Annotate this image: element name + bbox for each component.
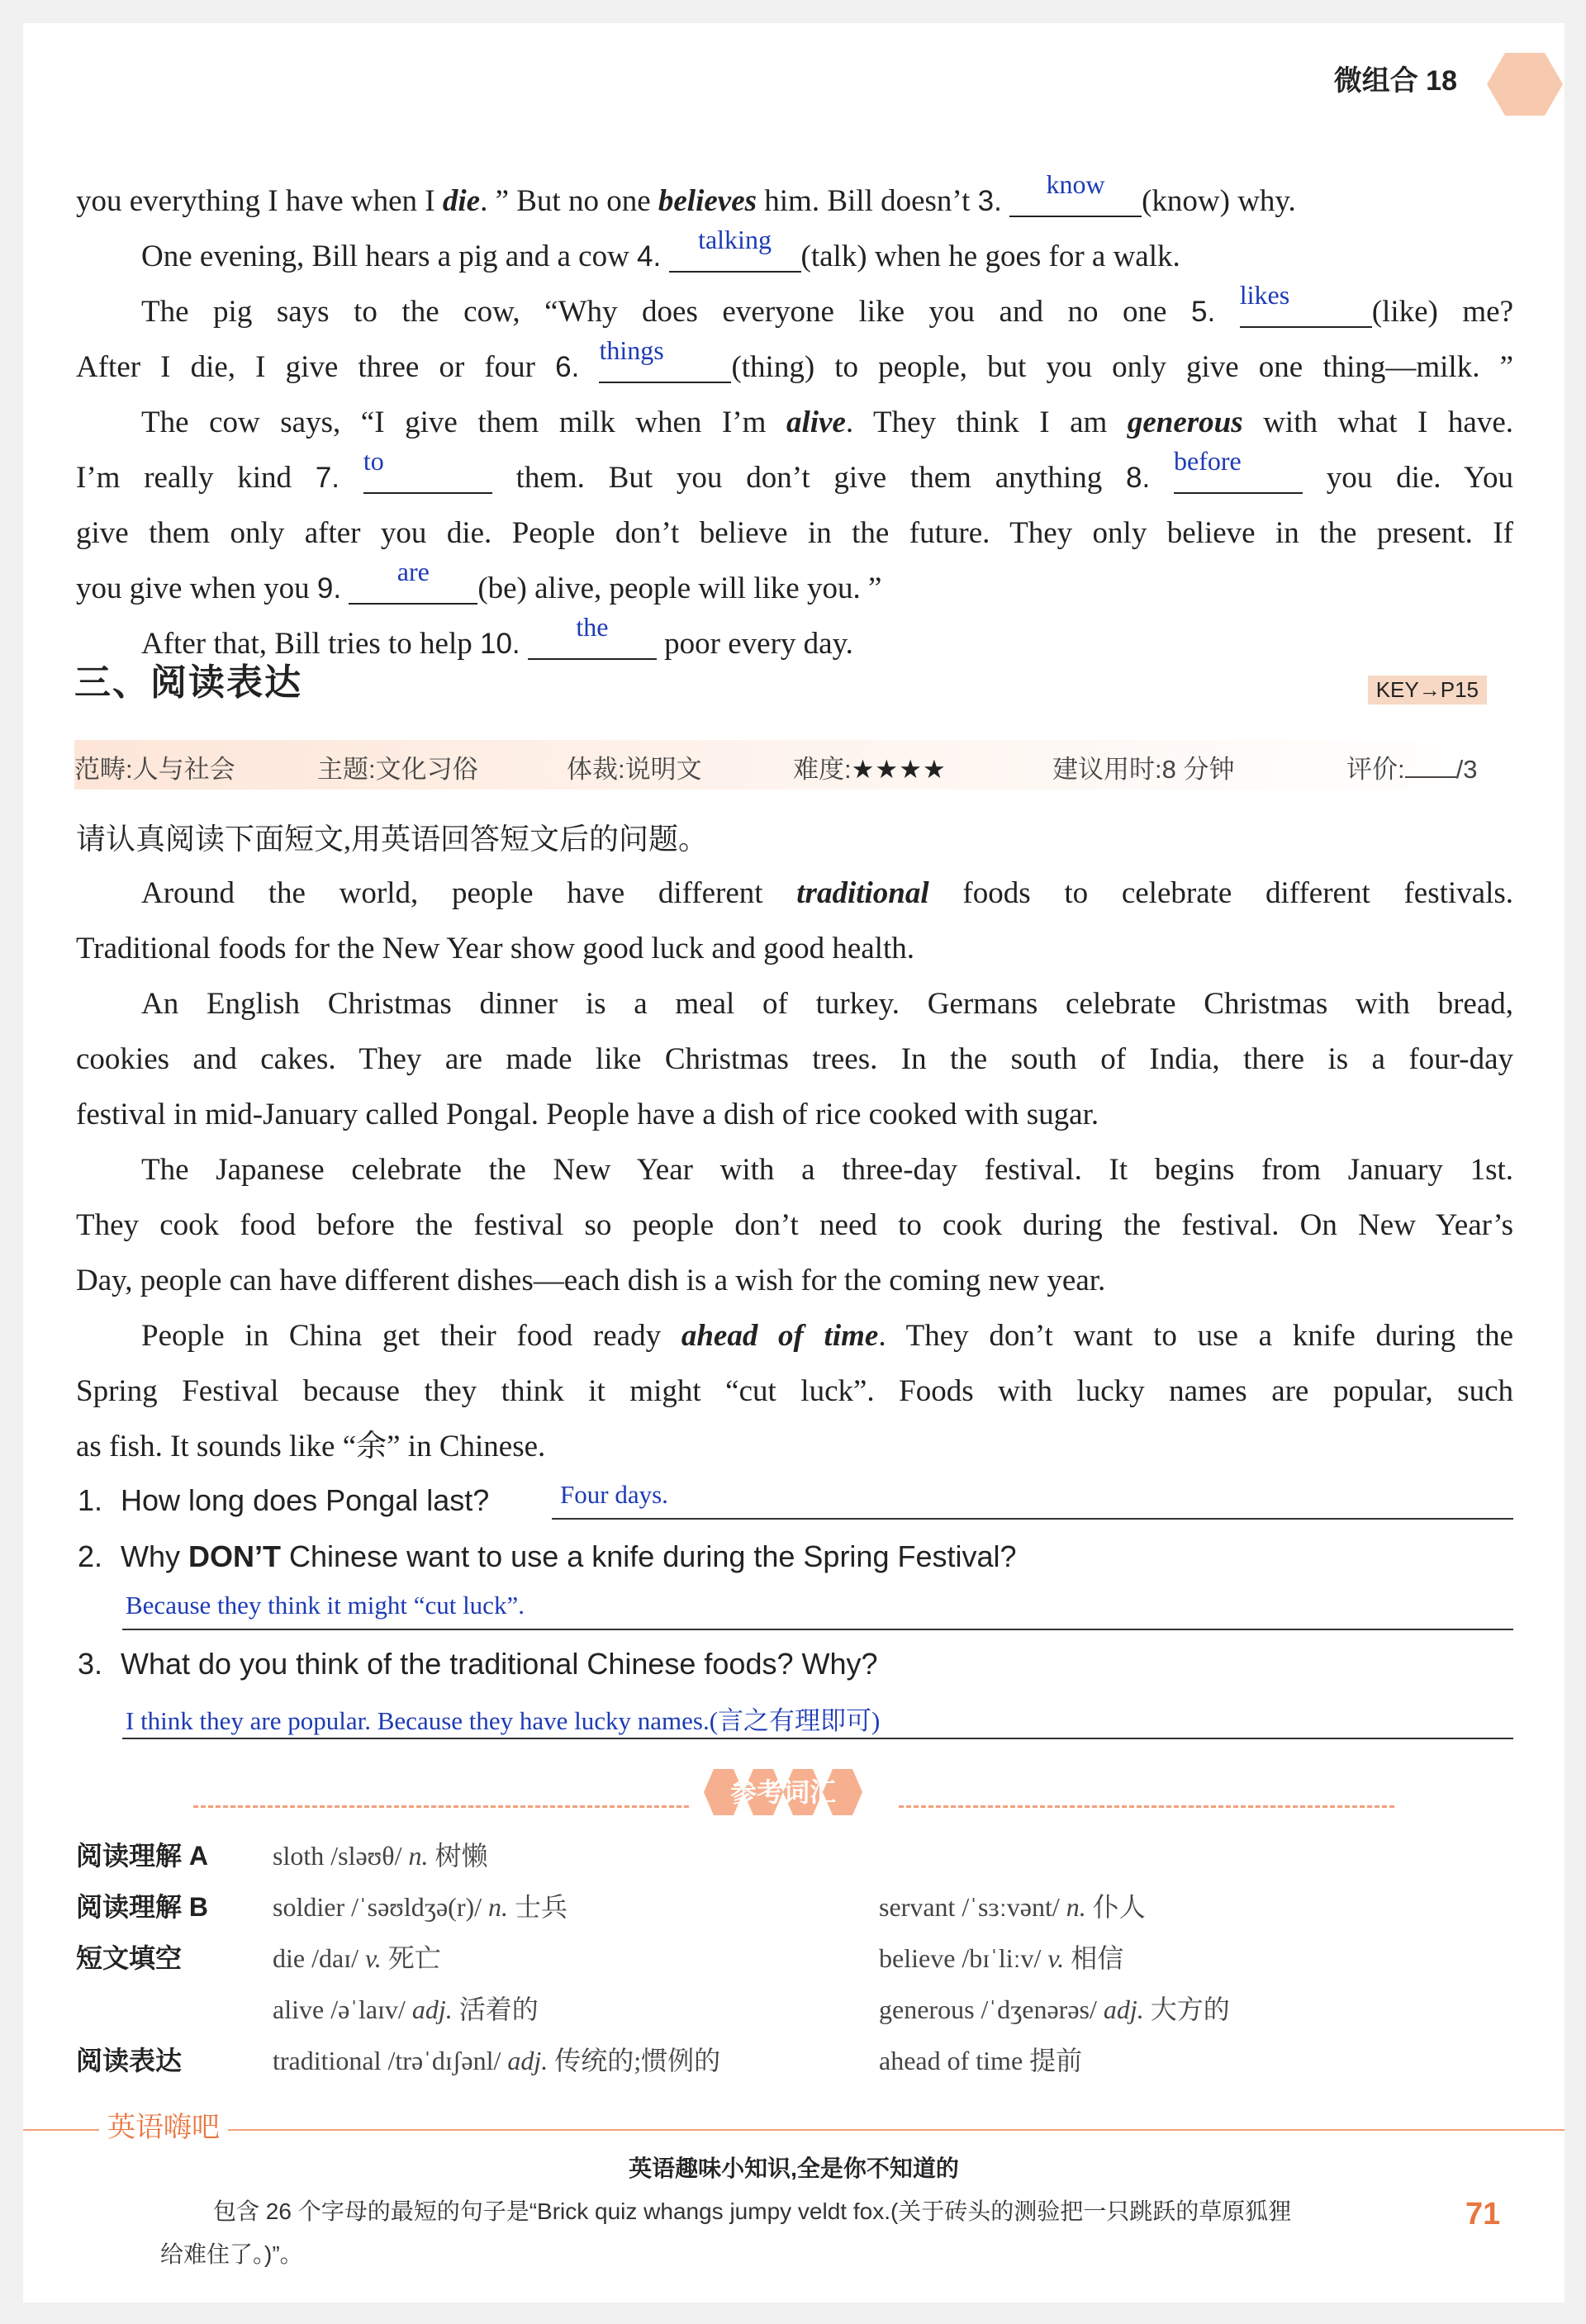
scope-label: 范畴:人与社会 [74, 755, 235, 784]
answer-2: Because they think it might “cut luck”. [126, 1591, 525, 1620]
vocab-item: sloth /sləʊθ/ n. 树懒 [273, 1841, 488, 1871]
reading-line: cookies and cakes. They are made like Christmas trees. In the south of India, there is a four-day [76, 1042, 1513, 1076]
passage-line: I’m really kind 7. to them. But you don’t give them anything 8. before you die. You [76, 446, 1513, 495]
vocab-key: 阅读理解 A [76, 1841, 209, 1871]
passage-line: After I die, I give three or four 6. things (thing) to people, but you only give one thing—milk. ” [76, 335, 1513, 384]
vocab-item: traditional /trəˈdɪʃənl/ adj. 传统的;惯例的 [273, 2046, 721, 2075]
instruction: 请认真阅读下面短文,用英语回答短文后的问题。 [76, 823, 709, 856]
answer-3: I think they are popular. Because they have lucky names.(言之有理即可) [126, 1706, 881, 1735]
difficulty-stars-icon: ★★★★ [851, 755, 947, 784]
vocab-item: alive /əˈlaɪv/ adj. 活着的 [273, 1994, 539, 2024]
workbook-page [23, 23, 1565, 2303]
unit-title: 微组合 18 [1333, 65, 1457, 97]
footer-divider [23, 2129, 1565, 2131]
answer-blank-5: likes [1240, 293, 1372, 328]
divider [899, 1805, 1394, 1808]
passage-line: The pig says to the cow, “Why does everyone like you and no one 5. likes (like) me? [141, 280, 1514, 329]
vocab-item: soldier /ˈsəʊldʒə(r)/ n. 士兵 [273, 1892, 568, 1922]
answer-blank-3: know [1009, 183, 1142, 217]
vocab-key: 阅读表达 [76, 2046, 183, 2075]
rating-blank [1405, 752, 1456, 778]
answer-1: Four days. [560, 1480, 668, 1509]
vocab-item: ahead of time 提前 [879, 2046, 1083, 2075]
page-number: 71 [1465, 2197, 1501, 2232]
reading-line: festival in mid-January called Pongal. People have a dish of rice cooked with sugar. [76, 1098, 1099, 1131]
answer-blank-4: talking [669, 238, 801, 273]
reading-line: The Japanese celebrate the New Year with a three-day festival. It begins from January 1st. [141, 1153, 1513, 1187]
reading-line: Spring Festival because they think it might “cut luck”. Foods with lucky names are popular, such [76, 1374, 1513, 1408]
question-3: 3. What do you think of the traditional Chinese foods? Why? [78, 1647, 878, 1681]
vocab-key: 阅读理解 B [76, 1892, 209, 1922]
difficulty-label: 难度:★★★★ [793, 755, 947, 784]
answer-blank-7: to [363, 459, 492, 494]
vocab-item: die /daɪ/ v. 死亡 [273, 1943, 441, 1973]
reading-line: as fish. It sounds like “余” in Chinese. [76, 1430, 546, 1463]
footer-title: 英语趣味小知识,全是你不知道的 [629, 2156, 959, 2181]
divider [193, 1805, 689, 1808]
time-label: 建议用时:8 分钟 [1052, 755, 1235, 784]
section-title: 三、阅读表达 [74, 662, 302, 703]
footer-text: 给难住了。)”。 [160, 2241, 303, 2267]
reading-line: An English Christmas dinner is a meal of turkey. Germans celebrate Christmas with bread, [141, 987, 1513, 1021]
vocab-item: generous /ˈdʒenərəs/ adj. 大方的 [879, 1994, 1230, 2024]
info-bar [74, 740, 1513, 790]
answer-blank-10: the [528, 625, 657, 660]
passage-line: give them only after you die. People don’t believe in the future. They only believe in the present. If [76, 516, 1513, 550]
vocab-item: believe /bɪˈliːv/ v. 相信 [879, 1943, 1124, 1973]
hexagon-decoration-icon [1485, 51, 1565, 117]
theme-label: 主题:文化习俗 [317, 755, 478, 784]
vocab-key: 短文填空 [76, 1943, 183, 1973]
question-1: 1. How long does Pongal last? [78, 1483, 490, 1517]
footer-tag: 英语嗨吧 [99, 2104, 228, 2145]
vocab-item: servant /ˈsɜːvənt/ n. 仆人 [879, 1892, 1146, 1922]
answer-blank-8: before [1174, 459, 1303, 494]
reading-line: Day, people can have different dishes—each dish is a wish for the coming new year. [76, 1264, 1106, 1297]
footer-text: 包含 26 个字母的最短的句子是“Brick quiz whangs jumpy veldt fox.(关于砖头的测验把一只跳跃的草原狐狸 [213, 2198, 1292, 2224]
answer-blank-6: things [599, 349, 731, 383]
reading-line: People in China get their food ready ahead of time. They don’t want to use a knife during the [141, 1319, 1513, 1353]
passage-line: you everything I have when I die. ” But no one believes him. Bill doesn’t 3. know (know) why. [76, 169, 1296, 218]
vocab-badge-icon [697, 1759, 889, 1825]
passage-line: The cow says, “I give them milk when I’m alive. They think I am generous with what I have. [141, 406, 1513, 439]
answer-line-1[interactable] [552, 1480, 1513, 1520]
passage-line: you give when you 9. are (be) alive, people will like you. ” [76, 557, 882, 605]
passage-line: After that, Bill tries to help 10. the poor every day. [141, 612, 853, 661]
answer-blank-9: are [349, 570, 477, 605]
rating-label: 评价: /3 [1346, 748, 1477, 785]
reading-line: They cook food before the festival so people don’t need to cook during the festival. On New Year’s [76, 1208, 1513, 1242]
question-2: 2. Why DON’T Chinese want to use a knife during the Spring Festival? [78, 1539, 1017, 1573]
genre-label: 体裁:说明文 [567, 755, 702, 784]
reading-line: Traditional foods for the New Year show good luck and good health. [76, 932, 914, 965]
vocab-badge-text: 参考词汇 [729, 1777, 837, 1807]
answer-key-ref: KEY→P15 [1368, 676, 1487, 704]
passage-line: One evening, Bill hears a pig and a cow 4. talking (talk) when he goes for a walk. [141, 225, 1180, 273]
reading-line: Around the world, people have different traditional foods to celebrate different festivals. [141, 876, 1513, 910]
